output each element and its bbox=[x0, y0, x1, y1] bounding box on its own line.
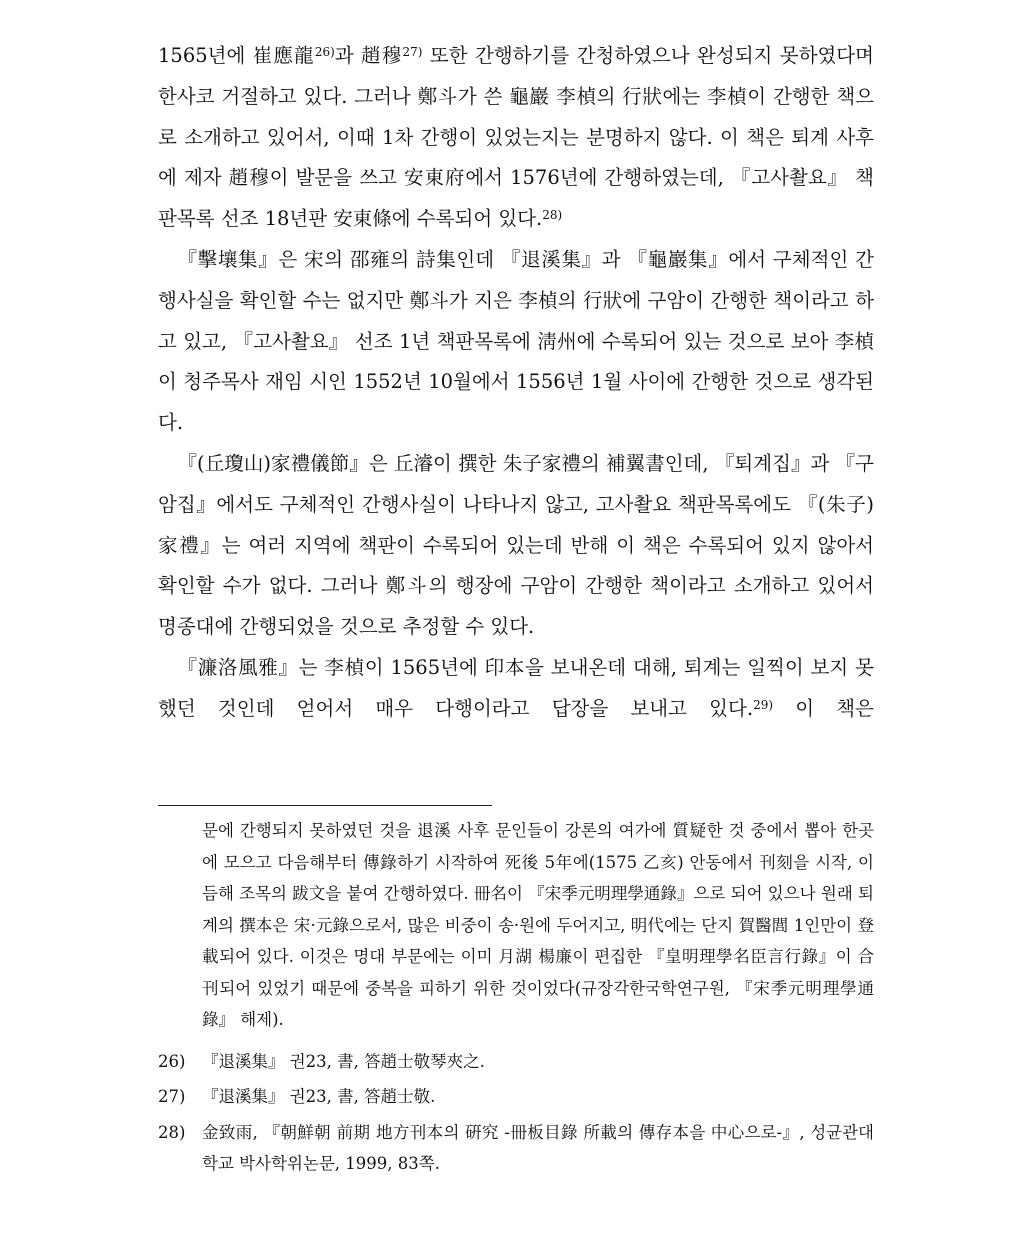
footnote-divider bbox=[158, 805, 492, 806]
paragraph-3 bbox=[158, 444, 874, 648]
footnote-number: 28) bbox=[158, 1122, 186, 1142]
footnote-number: 26) bbox=[158, 1051, 186, 1071]
text-run: 또한 간행하기를 간청하였으나 완성되지 못하였다며 한사코 거절하고 있다. 그러나 鄭斗가 쓴 龜巖 李楨의 行狀에는 李楨이 간행한 책으로 소개하고 있어서, 이때 1차 간행이 있었는지는 분명하지 않다. 이 책은 퇴계 사후에 제자 趙穆이 발문을 쓰고 安東府에서 1576년에 간행하였는데, 『고사촬요』 책판목록 선조 18년판 安東條에 수록되어 있다. bbox=[158, 44, 874, 231]
footnote-26 bbox=[158, 1046, 874, 1078]
paragraph-2 bbox=[158, 240, 874, 444]
footnote-ref-27: 27) bbox=[402, 45, 423, 59]
footnote-ref-28: 28) bbox=[542, 208, 563, 223]
footnote-text: 金致雨, 『朝鮮朝 前期 地方刊本의 硏究 -冊板目錄 所載의 傳存本을 中心으로-』, 성균관대학교 박사학위논문, 1999, 83쪽. bbox=[202, 1122, 874, 1173]
text-run: 『濂洛風雅』는 李楨이 1565년에 印本을 보내온데 대해, 퇴계는 일찍이 보지 못했던 것인데 얻어서 매우 다행이라고 답장을 보내고 있다. bbox=[158, 655, 874, 720]
footnote-text: 『退溪集』 권23, 書, 答趙士敬. bbox=[202, 1087, 436, 1106]
text-run: 과 趙穆 bbox=[334, 44, 403, 67]
footnotes bbox=[158, 815, 874, 1180]
paragraph-4 bbox=[158, 648, 874, 730]
footnote-text: 『退溪集』 권23, 書, 答趙士敬琴夾之. bbox=[202, 1051, 485, 1071]
paragraph-1 bbox=[158, 36, 874, 240]
footnote-28 bbox=[158, 1117, 874, 1180]
text-run: 1565년에 崔應龍 bbox=[158, 44, 315, 67]
footnote-ref-26: 26) bbox=[314, 45, 335, 59]
body-text bbox=[158, 36, 874, 730]
text-run: 이 책은 bbox=[773, 696, 874, 720]
footnote-ref-29: 29) bbox=[753, 697, 774, 712]
main-text bbox=[158, 36, 874, 730]
text-run: 『(丘瓊山)家禮儀節』은 丘濬이 撰한 朱子家禮의 補翼書인데, 『퇴계집』과 『구암집』에서도 구체적인 간행사실이 나타나지 않고, 고사촬요 책판목록에도 『(朱子)家禮』는 여러 지역에 책판이 수록되어 있는데 반해 이 책은 수록되어 있지 않아서 확인할 수가 없다. 그러나 鄭斗의 행장에 구암이 간행한 책이라고 소개하고 있어서 명종대에 간행되었을 것으로 추정할 수 있다. bbox=[158, 451, 874, 639]
footnote-continuation: 문에 간행되지 못하였던 것을 退溪 사후 문인들이 강론의 여가에 質疑한 것 중에서 뽑아 한곳에 모으고 다음해부터 傳錄하기 시작하여 死後 5年에(1575 乙亥) 안동에서 刊刻을 시작, 이듬해 조목의 跋文을 붙여 간행하였다. 冊名이 『宋季元明理學通錄』으로 되어 있으나 원래 퇴계의 撰本은 宋·元錄으로서, 많은 비중이 송·원에 두어지고, 明代에는 단지 賀醫閭 1인만이 登載되어 있다. 이것은 명대 부문에는 이미 月湖 楊廉이 편집한 『皇明理學名臣言行錄』이 合刊되어 있었기 때문에 중복을 피하기 위한 것이었다(규장각한국학연구원, 『宋季元明理學通錄』 해제). bbox=[202, 821, 874, 1029]
footnote-number: 27) bbox=[158, 1087, 186, 1106]
text-run: 『擊壤集』은 宋의 邵雍의 詩集인데 『退溪集』과 『龜巖集』에서 구체적인 간행사실을 확인할 수는 없지만 鄭斗가 지은 李楨의 行狀에 구암이 간행한 책이라고 하고 있고, 『고사촬요』 선조 1년 책판목록에 淸州에 수록되어 있는 것으로 보아 李楨이 청주목사 재임 시인 1552년 10월에서 1556년 1월 사이에 간행한 것으로 생각된다. bbox=[158, 247, 874, 435]
footnote-27 bbox=[158, 1081, 874, 1113]
